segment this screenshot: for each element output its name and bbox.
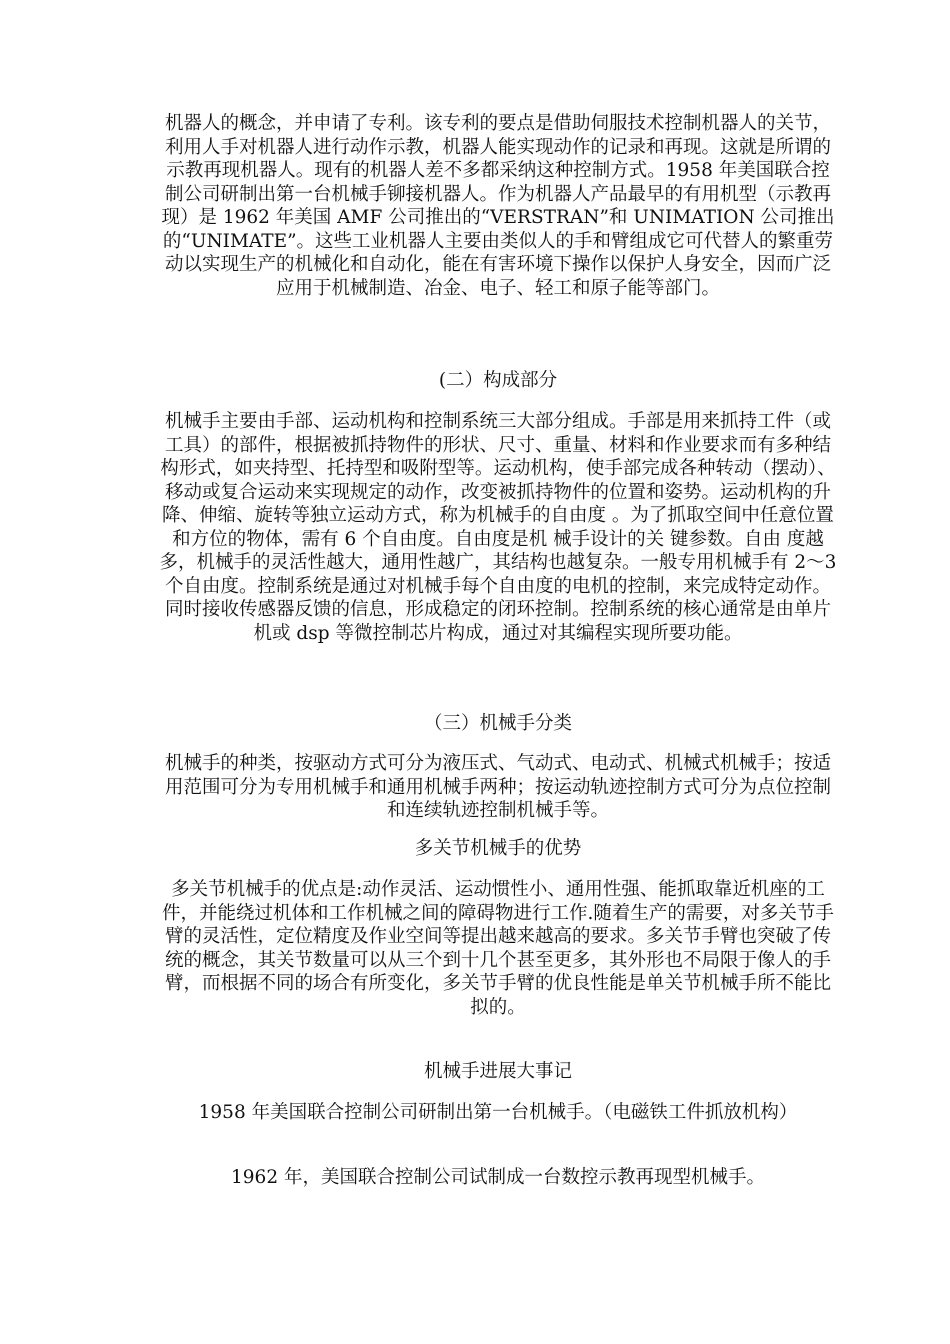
section-heading-classification: （三）机械手分类 [423, 713, 572, 734]
section-heading-milestones: 机械手进展大事记 [423, 1061, 572, 1082]
paragraph-milestone-1962: 1962 年，美国联合控制公司试制成一台数控示教再现型机械手。 [231, 1167, 765, 1188]
paragraph-components: 机械手主要由手部、运动机构和控制系统三大部分组成。手部是用来抓持工件（或工具）的部件，根据被抓持物件的形状、尺寸、重量、材料和作业要求而有多种结构形式，如夹持型、托持型和吸附型等。运动机构，使手部完成各种转动（摆动）、移动或复合运动来实现规定的动作，改变被抓持物件的位置和姿势。运动机构的升降、伸缩、旋转等独立运动方式，称为机械手的自由度 。为了抓取空间中任意位置和方位的物体，需有 6 个自由度。自由度是机 械手设计的关 键参数。自由 度越多，机械手的灵活性越大，通用性越广，其结构也越复杂。一般专用机械手有 2～3 个自由度。控制系统是通过对机械手每个自由度的电机的控制，来完成特定动作。同时接收传感器反馈的信息，形成稳定的闭环控制。控制系统的核心通常是由单片机或 dsp 等微控制芯片构成，通过对其编程实现所要功能。 [159, 411, 837, 644]
paragraph-multi-joint-advantages: 多关节机械手的优点是:动作灵活、运动惯性小、通用性强、能抓取靠近机座的工件，并能绕过机体和工作机械之间的障碍物进行工作.随着生产的需要，对多关节手臂的灵活性，定位精度及作业空间等提出越来越高的要求。多关节手臂也突破了传统的概念，其关节数量可以从三个到十几个甚至更多，其外形也不局限于像人的手臂，而根据不同的场合有所变化，多关节手臂的优良性能是单关节机械手所不能比拟的。 [162, 879, 834, 1018]
paragraph-classification: 机械手的种类，按驱动方式可分为液压式、气动式、电动式、机械式机械手；按适用范围可分为专用机械手和通用机械手两种；按运动轨迹控制方式可分为点位控制和连续轨迹控制机械手等。 [164, 753, 831, 821]
paragraph-milestone-1958: 1958 年美国联合控制公司研制出第一台机械手。（电磁铁工件抓放机构） [198, 1102, 798, 1123]
section-heading-components: (二）构成部分 [438, 370, 558, 391]
section-heading-multi-joint-advantages: 多关节机械手的优势 [414, 838, 582, 859]
paragraph-robot-concept: 机器人的概念，并申请了专利。该专利的要点是借助伺服技术控制机器人的关节，利用人手对机器人进行动作示教，机器人能实现动作的记录和再现。这就是所谓的示教再现机器人。现有的机器人差不多都采纳这种控制方式。1958 年美国联合控制公司研制出第一台机械手铆接机器人。作为机器人产品最早的有用机型（示教再现）是 1962 年美国 AMF 公司推出的“VERSTRAN”和 UNIMATION 公司推出的“UNIMATE”。这些工业机器人主要由类似人的手和臂组成它可代替人的繁重劳动以实现生产的机械化和自动化，能在有害环境下操作以保护人身安全，因而广泛应用于机械制造、冶金、电子、轻工和原子能等部门。 [161, 113, 835, 299]
